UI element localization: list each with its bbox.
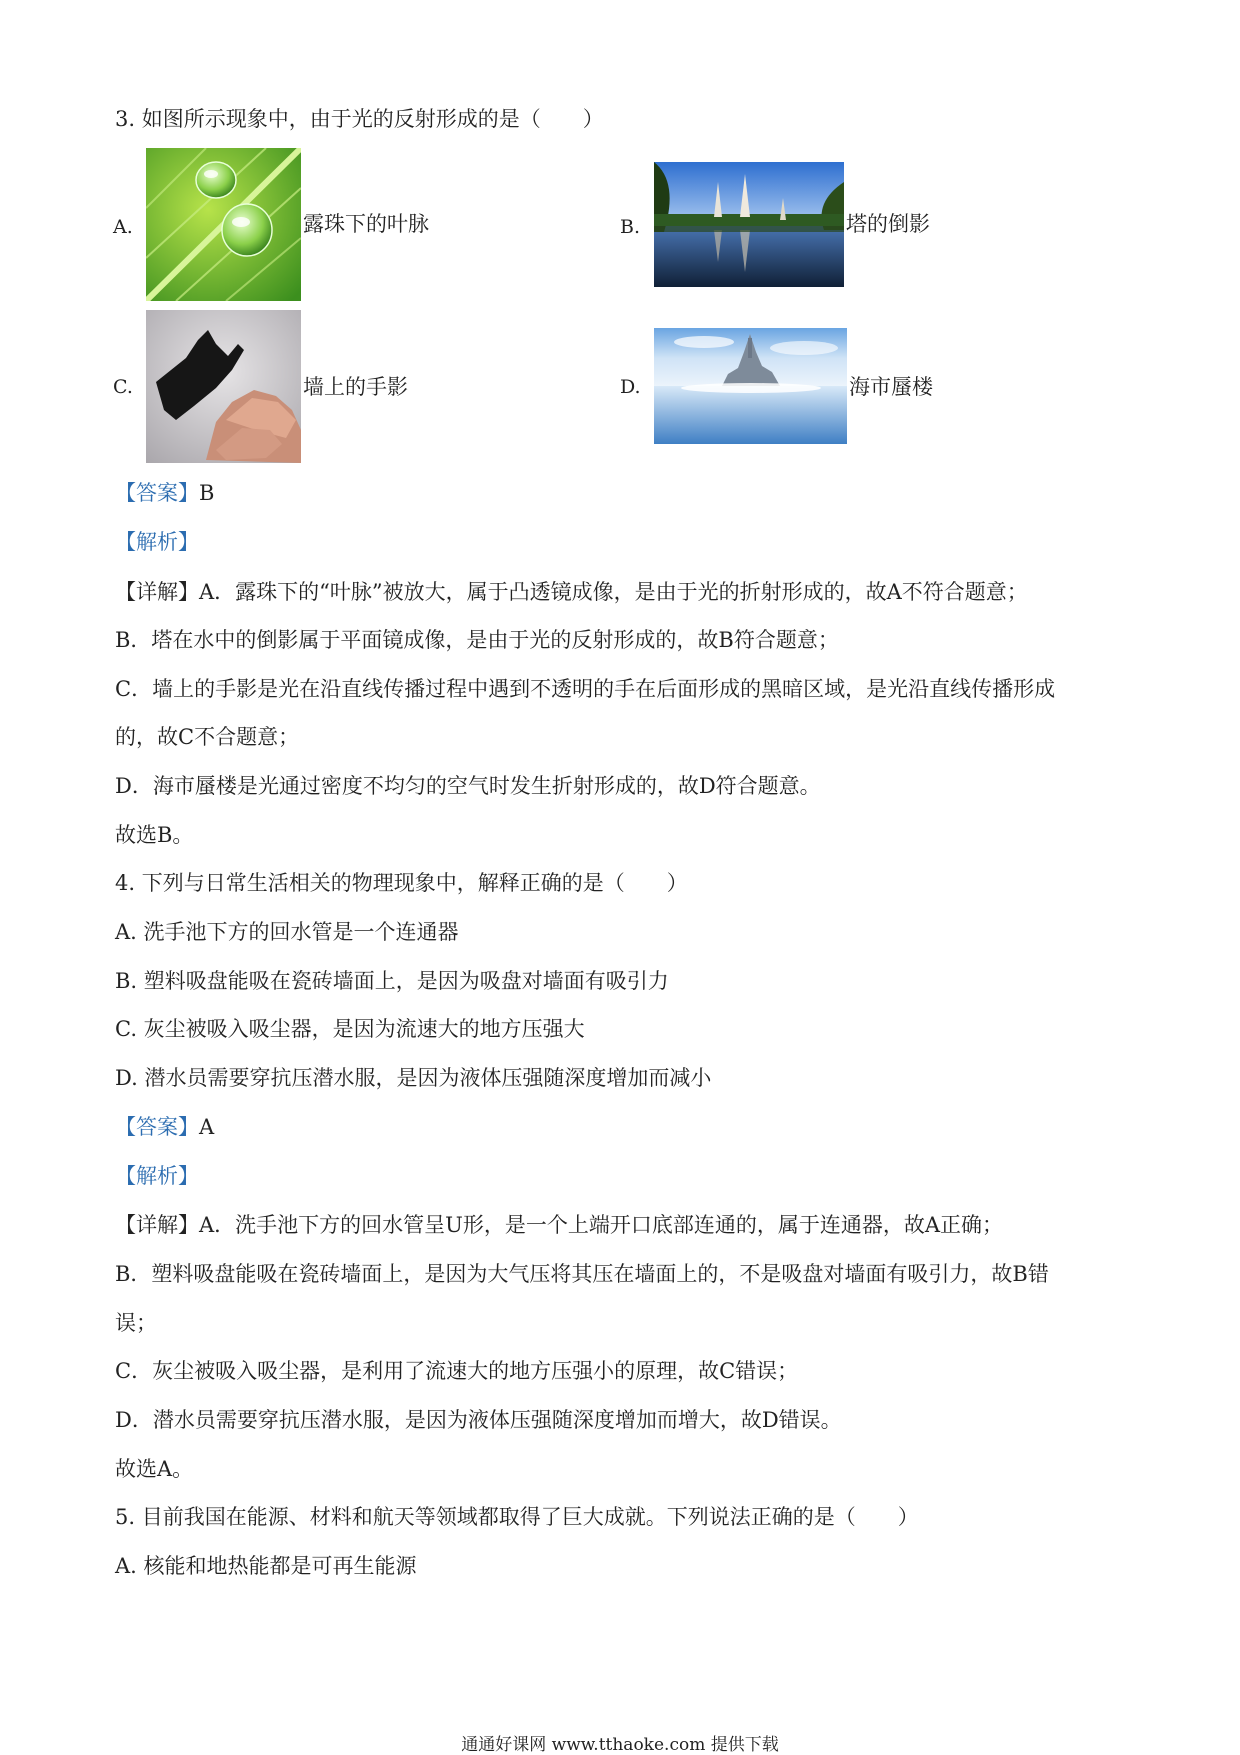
- mirage-image: [654, 328, 847, 444]
- page-footer: 通通好课网 www.tthaoke.com 提供下载: [461, 1735, 779, 1755]
- q3-answer-tag: 【答案】: [115, 481, 199, 505]
- q4-stem: 4. 下列与日常生活相关的物理现象中，解释正确的是（ ）: [115, 871, 688, 895]
- q4-detail-line-3: 误；: [115, 1311, 157, 1335]
- q3-stem: 3. 如图所示现象中，由于光的反射形成的是（ ）: [115, 107, 604, 131]
- q4-analysis-tag: 【解析】: [115, 1164, 199, 1188]
- q4-detail-line-4: C．灰尘被吸入吸尘器，是利用了流速大的地方压强小的原理，故C错误；: [115, 1359, 799, 1383]
- q4-detail-line-2: B．塑料吸盘能吸在瓷砖墙面上，是因为大气压将其压在墙面上的，不是吸盘对墙面有吸引力，故B错: [115, 1262, 1049, 1286]
- q3-option-a-letter: A.: [113, 216, 133, 238]
- q4-option-b: B. 塑料吸盘能吸在瓷砖墙面上，是因为吸盘对墙面有吸引力: [115, 969, 669, 993]
- q4-option-c: C. 灰尘被吸入吸尘器，是因为流速大的地方压强大: [115, 1017, 585, 1041]
- q3-detail-tag: 【详解】: [115, 580, 199, 604]
- q3-option-c-letter: C.: [113, 376, 133, 398]
- q3-option-d-letter: D.: [620, 376, 641, 398]
- q3-detail-line-1: [115, 578, 1028, 606]
- q4-answer-value: A: [199, 1115, 215, 1139]
- pagoda-reflection-image: [654, 162, 844, 287]
- q4-answer-line: [115, 1113, 214, 1141]
- q3-answer-value: B: [199, 481, 215, 505]
- q3-analysis-tag: 【解析】: [115, 530, 199, 554]
- q3-option-a-caption: 露珠下的叶脉: [303, 212, 429, 236]
- q4-conclusion: 故选A。: [115, 1457, 194, 1481]
- q4-detail-line-5: D．潜水员需要穿抗压潜水服，是因为液体压强随深度增加而增大，故D错误。: [115, 1408, 842, 1432]
- q3-option-c-caption: 墙上的手影: [303, 375, 408, 399]
- q4-detail-line-1: [115, 1211, 1003, 1239]
- q3-option-b-caption: 塔的倒影: [846, 212, 930, 236]
- q3-option-b-letter: B.: [620, 216, 641, 238]
- q4-option-a: A. 洗手池下方的回水管是一个连通器: [115, 920, 459, 944]
- q3-detail-line-2: B．塔在水中的倒影属于平面镜成像，是由于光的反射形成的，故B符合题意；: [115, 628, 839, 652]
- dew-on-leaf-image: [146, 148, 301, 301]
- q5-option-a: A. 核能和地热能都是可再生能源: [115, 1554, 417, 1578]
- q3-detail-line-4: 的，故C不合题意；: [115, 725, 300, 749]
- q4-detail-tag: 【详解】: [115, 1213, 199, 1237]
- hand-shadow-image: [146, 310, 301, 463]
- q3-conclusion: 故选B。: [115, 823, 194, 847]
- q3-detail-line-3: C．墙上的手影是光在沿直线传播过程中遇到不透明的手在后面形成的黑暗区域，是光沿直线传播形成: [115, 677, 1056, 701]
- q3-option-d-caption: 海市蜃楼: [849, 375, 933, 399]
- q4-answer-tag: 【答案】: [115, 1115, 199, 1139]
- q4-option-d: D. 潜水员需要穿抗压潜水服，是因为液体压强随深度增加而减小: [115, 1066, 712, 1090]
- q5-stem: 5. 目前我国在能源、材料和航天等领域都取得了巨大成就。下列说法正确的是（ ）: [115, 1505, 919, 1529]
- q3-detail-text-1: A．露珠下的“叶脉”被放大，属于凸透镜成像，是由于光的折射形成的，故A不符合题意；: [199, 580, 1028, 604]
- q4-detail-text-1: A．洗手池下方的回水管呈U形，是一个上端开口底部连通的，属于连通器，故A正确；: [199, 1213, 1004, 1237]
- q3-detail-line-5: D．海市蜃楼是光通过密度不均匀的空气时发生折射形成的，故D符合题意。: [115, 774, 821, 798]
- q3-answer-line: [115, 479, 214, 507]
